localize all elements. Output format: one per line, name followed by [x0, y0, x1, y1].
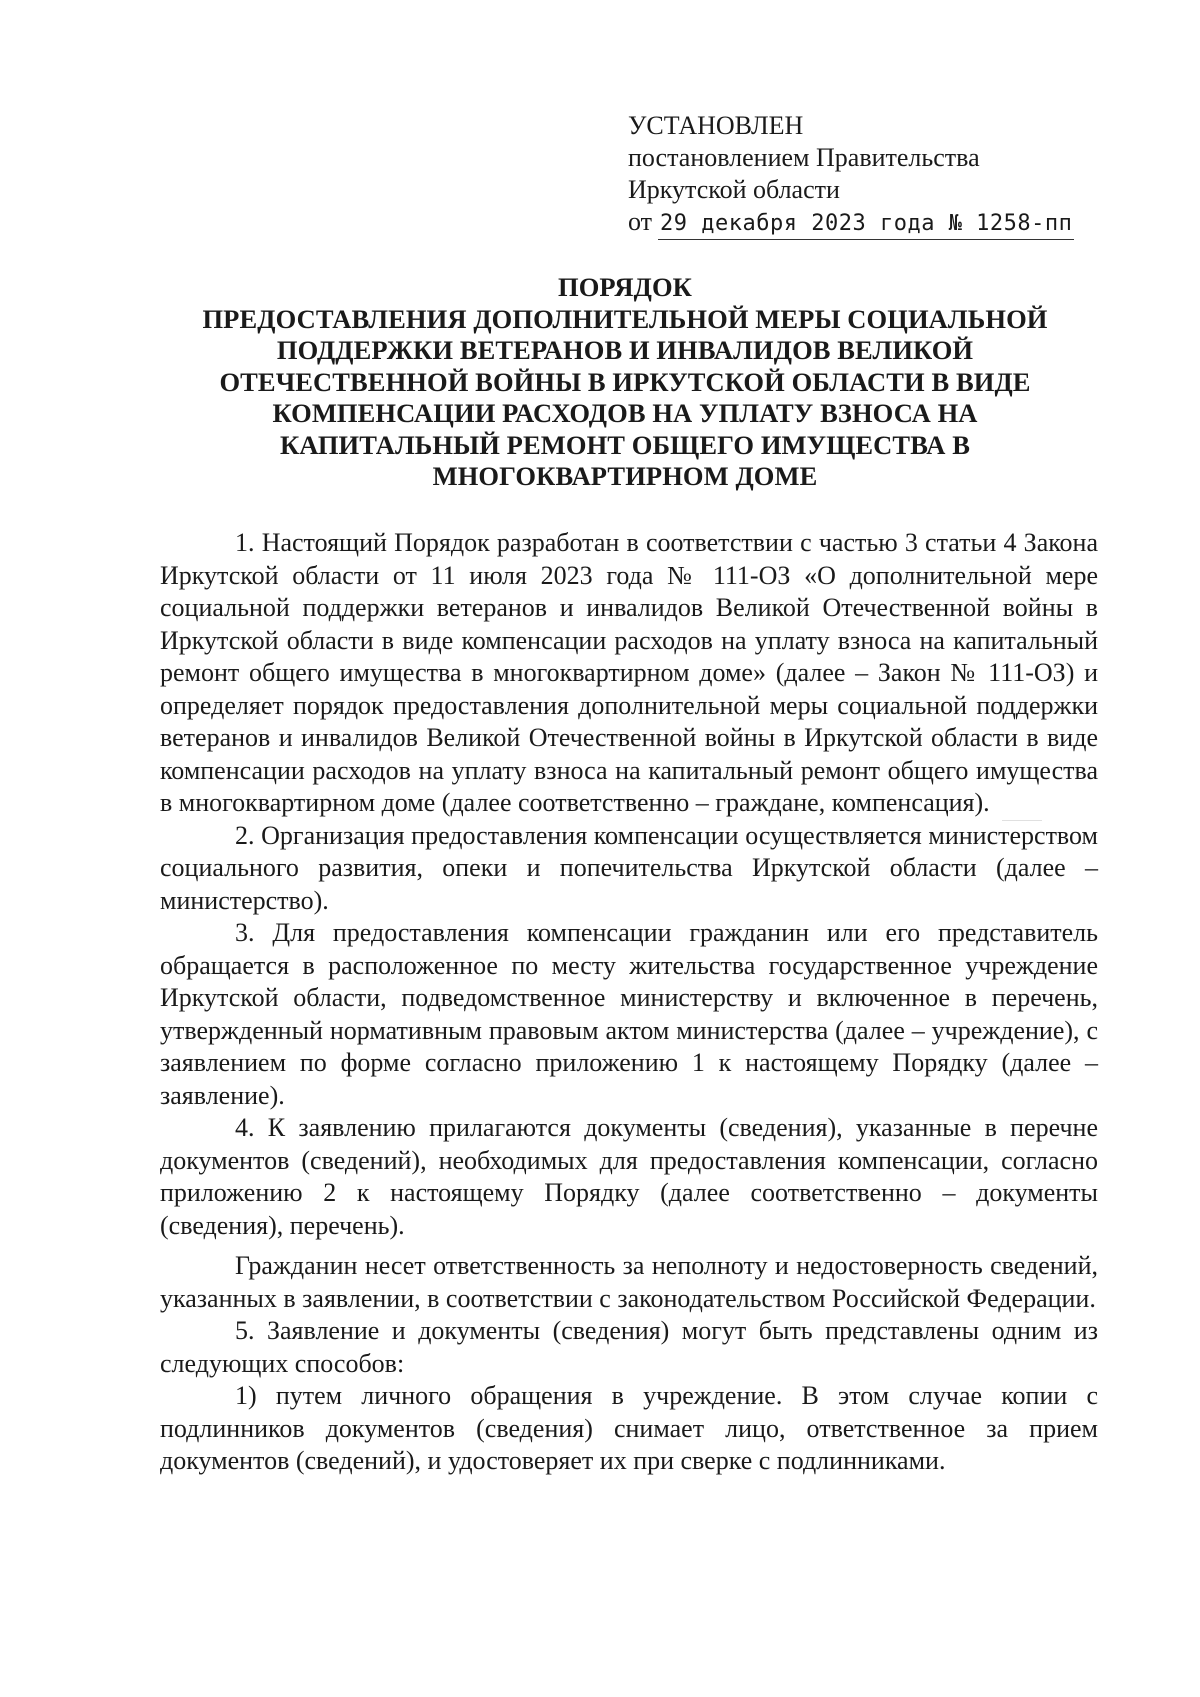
paragraph-1: 1. Настоящий Порядок разработан в соответствии с частью 3 статьи 4 Закона Иркутской области от 11 июля 2023 года № 111-ОЗ «О дополнительной мере социальной поддержки ветеранов и инвалидов Великой Отечественной войны в Иркутской области в виде компенсации расходов на уплату взноса на капитальный ремонт общего имущества в многоквартирном доме» (далее – Закон № 111-ОЗ) и определяет порядок предоставления дополнительной меры социальной поддержки ветеранов и инвалидов Великой Отечественной войны в Иркутской области в виде компенсации расходов на уплату взноса на капитальный ремонт общего имущества в многоквартирном доме (далее соответственно – граждане, компенсация).: [160, 528, 1098, 817]
document-body: [160, 527, 1098, 1478]
paragraph-2: 2. Организация предоставления компенсации осуществляется министерством социального развития, опеки и попечительства Иркутской области (далее – министерство).: [160, 820, 1098, 915]
approval-date-line: [628, 206, 1088, 240]
title-line: ПРЕДОСТАВЛЕНИЯ ДОПОЛНИТЕЛЬНОЙ МЕРЫ СОЦИАЛЬНОЙ: [202, 303, 1048, 334]
paragraph-4: 4. К заявлению прилагаются документы (сведения), указанные в перечне документов (сведений), необходимых для предоставления компенсации, согласно приложению 2 к настоящему Порядку (далее соответственно – документы (сведения), перечень).: [160, 1113, 1098, 1240]
title-line: КОМПЕНСАЦИИ РАСХОДОВ НА УПЛАТУ ВЗНОСА НА: [272, 398, 978, 428]
approval-heading: УСТАНОВЛЕН: [628, 111, 804, 140]
scan-artifact: [1002, 820, 1042, 821]
approval-region: Иркутской области: [628, 175, 840, 204]
document-title: [150, 272, 1100, 493]
title-line: ПОРЯДОК: [558, 272, 692, 302]
title-line: ПОДДЕРЖКИ ВЕТЕРАНОВ И ИНВАЛИДОВ ВЕЛИКОЙ: [276, 335, 974, 365]
approval-date-prefix: от: [628, 207, 653, 236]
approval-date-number: 29 декабря 2023 года № 1258-пп: [658, 210, 1074, 240]
paragraph-5: 5. Заявление и документы (сведения) могут быть представлены одним из следующих способов:: [160, 1316, 1098, 1378]
paragraph-responsibility: Гражданин несет ответственность за неполноту и недостоверность сведений, указанных в заявлении, в соответствии с законодательством Российской Федерации.: [160, 1251, 1098, 1313]
title-line: МНОГОКВАРТИРНОМ ДОМЕ: [432, 461, 818, 491]
paragraph-5-item-1: 1) путем личного обращения в учреждение. В этом случае копии с подлинников документов (сведения) снимает лицо, ответственное за прием документов (сведений), и удостоверяет их при сверке с подлинниками.: [160, 1381, 1098, 1475]
approval-stamp-block: [628, 110, 1088, 240]
title-line: КАПИТАЛЬНЫЙ РЕМОНТ ОБЩЕГО ИМУЩЕСТВА В: [279, 429, 971, 460]
approval-authority: постановлением Правительства: [628, 143, 980, 172]
paragraph-3: 3. Для предоставления компенсации гражданин или его представитель обращается в расположенное по месту жительства государственное учреждение Иркутской области, подведомственное министерству и включенное в перечень, утвержденный нормативным правовым актом министерства (далее – учреждение), с заявлением по форме согласно приложению 1 к настоящему Порядку (далее – заявление).: [160, 918, 1098, 1110]
title-line: ОТЕЧЕСТВЕННОЙ ВОЙНЫ В ИРКУТСКОЙ ОБЛАСТИ В ВИДЕ: [219, 366, 1031, 397]
